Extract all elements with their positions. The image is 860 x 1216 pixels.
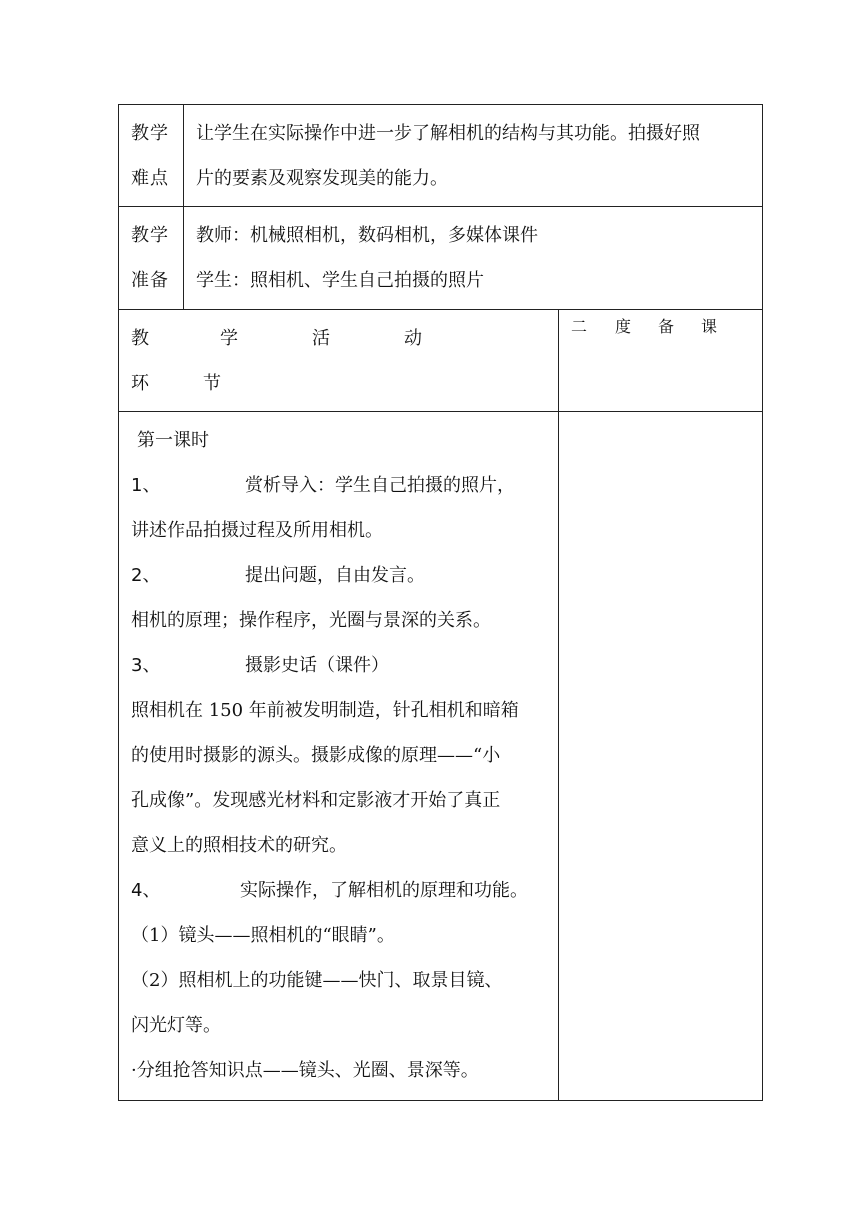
sub-item: （2）照相机上的功能键——快门、取景目镜、	[131, 970, 503, 991]
label-preparation-line1: 教学	[131, 225, 169, 246]
header-prep-char: 备	[658, 317, 675, 336]
history-text: 孔成像”。发现感光材料和定影液才开始了真正	[131, 790, 501, 811]
item-number: 2、	[131, 565, 161, 586]
item-text: 讲述作品拍摄过程及所用相机。	[131, 520, 383, 541]
header-stage-char: 环	[131, 373, 149, 394]
header-prep-char: 课	[701, 317, 718, 336]
header-prep-char: 度	[615, 317, 632, 336]
lesson-plan-table	[118, 104, 763, 1101]
item-number: 4、	[131, 880, 161, 901]
sub-item: 闪光灯等。	[131, 1015, 221, 1036]
item-text: 赏析导入：学生自己拍摄的照片，	[245, 475, 515, 496]
label-difficulty-line1: 教学	[131, 123, 169, 144]
table-rule	[558, 309, 559, 1101]
history-text: 照相机在 150 年前被发明制造，针孔相机和暗箱	[131, 700, 519, 721]
header-activity-char: 教	[131, 328, 149, 349]
table-rule	[183, 104, 184, 309]
table-rule	[118, 206, 763, 207]
item-number: 1、	[131, 475, 161, 496]
history-text: 的使用时摄影的源头。摄影成像的原理——“小	[131, 745, 501, 766]
table-rule	[118, 411, 763, 412]
lesson-title: 第一课时	[137, 430, 209, 451]
header-activity-char: 学	[220, 328, 238, 349]
student-materials: 学生：照相机、学生自己拍摄的照片	[196, 270, 484, 291]
quiz-item: ·分组抢答知识点——镜头、光圈、景深等。	[131, 1060, 479, 1081]
teacher-materials: 教师：机械照相机，数码相机，多媒体课件	[196, 225, 538, 246]
item-number: 3、	[131, 655, 161, 676]
label-preparation-line2: 准备	[131, 270, 169, 291]
header-prep-char: 二	[571, 317, 588, 336]
header-activity-char: 动	[404, 328, 422, 349]
item-text: 摄影史话（课件）	[245, 655, 389, 676]
item-text: 实际操作，了解相机的原理和功能。	[240, 880, 528, 901]
difficulty-text-line1: 让学生在实际操作中进一步了解相机的结构与其功能。拍摄好照	[196, 123, 700, 144]
header-activity-char: 活	[312, 328, 330, 349]
history-text: 意义上的照相技术的研究。	[131, 835, 347, 856]
item-text: 提出问题，自由发言。	[245, 565, 425, 586]
label-difficulty-line2: 难点	[131, 168, 169, 189]
header-stage-char: 节	[203, 373, 221, 394]
item-text: 相机的原理；操作程序，光圈与景深的关系。	[131, 610, 491, 631]
table-rule	[118, 309, 763, 310]
difficulty-text-line2: 片的要素及观察发现美的能力。	[196, 168, 448, 189]
sub-item: （1）镜头——照相机的“眼睛”。	[131, 925, 395, 946]
